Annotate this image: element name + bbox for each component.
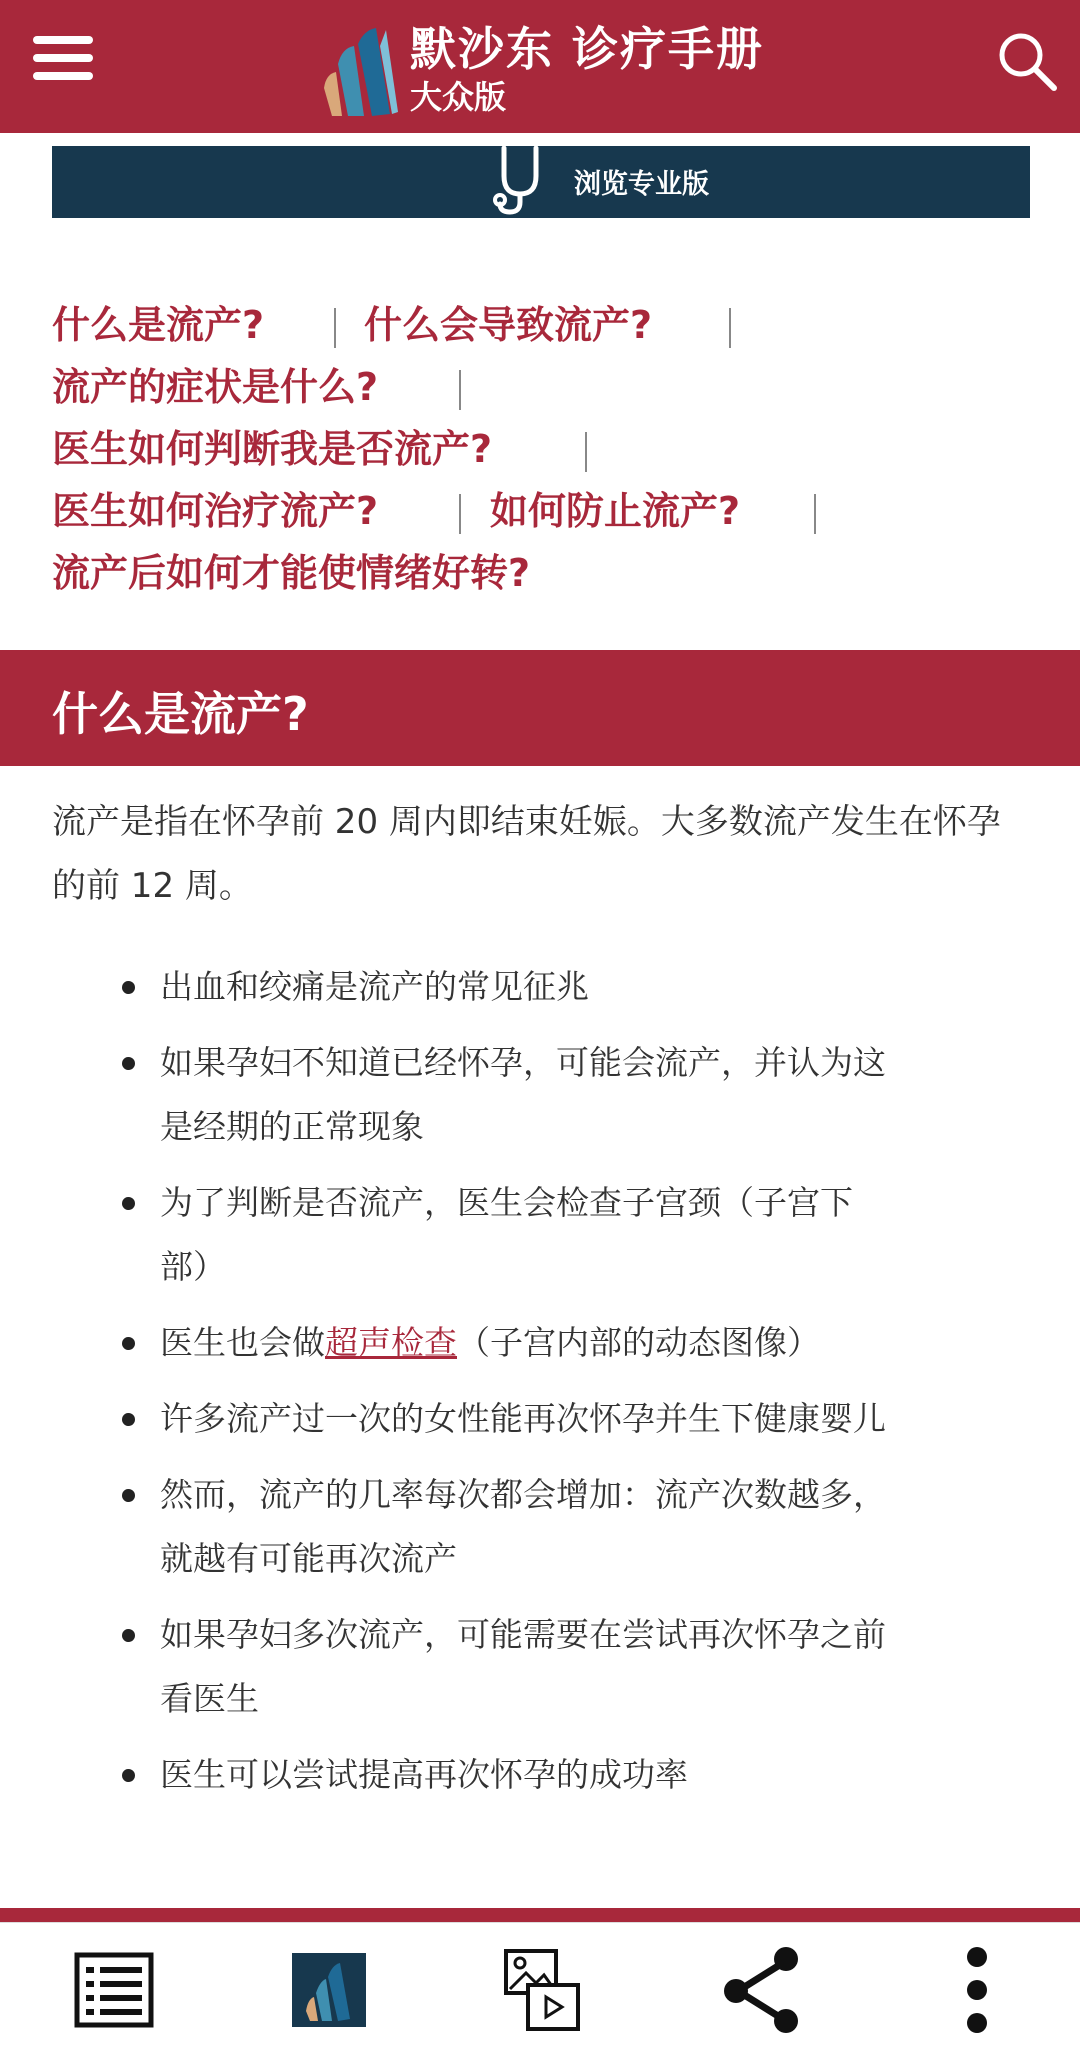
search-icon[interactable] xyxy=(996,30,1058,92)
stethoscope-icon xyxy=(490,146,548,216)
bottom-navigation-bar xyxy=(0,1922,1080,2057)
media-icon[interactable] xyxy=(502,1945,582,2035)
section-header xyxy=(0,650,1080,766)
menu-icon[interactable] xyxy=(30,30,96,86)
brand-logo[interactable] xyxy=(318,26,402,118)
table-of-contents xyxy=(52,294,1032,604)
ultrasound-link[interactable]: 超声检查 xyxy=(325,1323,457,1362)
list-item-text: （子宫内部的动态图像） xyxy=(457,1323,820,1362)
app-subtitle: 大众版 xyxy=(410,78,507,116)
toc-link-symptoms[interactable]: 流产的症状是什么? xyxy=(52,365,379,409)
top-app-bar xyxy=(0,0,1080,133)
section-title: 什么是流产? xyxy=(52,687,309,741)
app-logo-icon[interactable] xyxy=(292,1945,366,2035)
list-item: 如果孕妇不知道已经怀孕，可能会流产，并认为这是经期的正常现象 xyxy=(120,1031,900,1159)
toc-row xyxy=(52,356,1032,418)
toc-separator xyxy=(459,494,461,534)
toc-link-treatment[interactable]: 医生如何治疗流产? xyxy=(52,489,379,533)
list-item: 医生可以尝试提高再次怀孕的成功率 xyxy=(120,1743,900,1807)
toc-separator xyxy=(585,432,587,472)
toc-link-prevention[interactable]: 如何防止流产? xyxy=(490,489,741,533)
list-item: 如果孕妇多次流产，可能需要在尝试再次怀孕之前看医生 xyxy=(120,1603,900,1731)
toc-row xyxy=(52,480,1032,542)
toc-link-emotions[interactable]: 流产后如何才能使情绪好转? xyxy=(52,551,531,595)
list-item: 许多流产过一次的女性能再次怀孕并生下健康婴儿 xyxy=(120,1387,900,1451)
list-item-text: 医生也会做 xyxy=(160,1323,325,1362)
list-item: 为了判断是否流产，医生会检查子宫颈（子宫下部） xyxy=(120,1171,900,1299)
toc-link-what-is[interactable]: 什么是流产? xyxy=(52,303,265,347)
professional-version-banner[interactable] xyxy=(52,146,1030,218)
toc-link-causes[interactable]: 什么会导致流产? xyxy=(364,303,653,347)
toc-row xyxy=(52,418,1032,480)
more-vertical-icon[interactable] xyxy=(962,1945,992,2035)
section-divider xyxy=(0,1908,1080,1922)
share-icon[interactable] xyxy=(722,1945,802,2035)
toc-row xyxy=(52,294,1032,356)
list-item-ultrasound xyxy=(120,1311,900,1375)
toc-separator xyxy=(459,370,461,410)
toc-link-diagnosis[interactable]: 医生如何判断我是否流产? xyxy=(52,427,493,471)
toc-separator xyxy=(334,308,336,348)
list-icon[interactable] xyxy=(74,1945,154,2035)
key-points-list xyxy=(120,955,900,1819)
list-item: 出血和绞痛是流产的常见征兆 xyxy=(120,955,900,1019)
intro-paragraph: 流产是指在怀孕前 20 周内即结束妊娠。大多数流产发生在怀孕的前 12 周。 xyxy=(52,802,1001,906)
toc-separator xyxy=(729,308,731,348)
app-title: 默沙东 诊疗手册 xyxy=(410,22,765,76)
professional-version-label: 浏览专业版 xyxy=(574,169,709,200)
list-item: 然而，流产的几率每次都会增加：流产次数越多，就越有可能再次流产 xyxy=(120,1463,900,1591)
toc-row xyxy=(52,542,1032,604)
toc-separator xyxy=(814,494,816,534)
